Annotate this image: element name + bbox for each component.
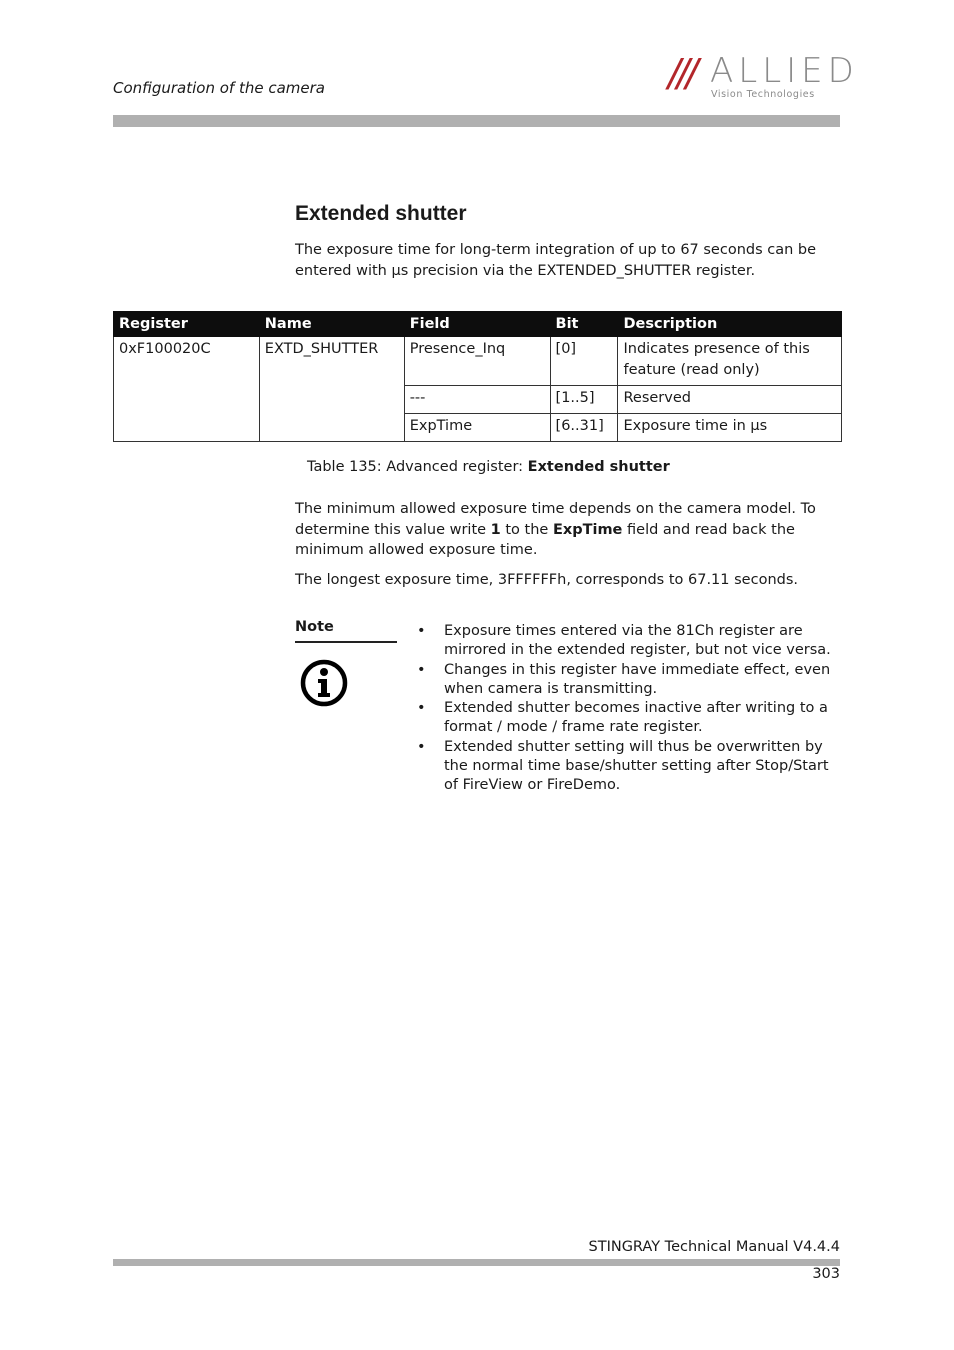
note-label: Note [295,619,334,635]
info-icon [300,659,348,707]
logo-wordmark: ALLIED [710,51,859,91]
column-header: Name [259,312,404,337]
caption-title: Extended shutter [527,459,670,475]
bit-cell: [6..31] [550,414,618,442]
body-text: field and read back the minimum allowed exposure time. [295,521,795,558]
register-cell: 0xF100020C [114,337,260,442]
table-caption [307,459,670,475]
field-cell: --- [404,386,550,414]
body-bold-field: ExpTime [552,521,623,538]
page-number: 303 [812,1266,840,1282]
description-cell: Reserved [618,386,842,414]
footer-divider [113,1259,840,1266]
allied-logo [668,51,859,100]
footer-manual-title: STINGRAY Technical Manual V4.4.4 [588,1239,840,1255]
note-list [415,622,835,796]
body-paragraph-2: The longest exposure time, 3FFFFFFh, corresponds to 67.11 seconds. [295,572,798,588]
body-text: to the [500,521,553,538]
section-heading: Extended shutter [295,202,467,225]
table-header-row [114,312,842,337]
bit-cell: [1..5] [550,386,618,414]
note-item: • Extended shutter becomes inactive after writing to a format / mode / frame rate register. [415,699,835,738]
column-header: Description [618,312,842,337]
field-cell: Presence_Inq [404,337,550,386]
description-cell: Indicates presence of this feature (read only) [618,337,842,386]
note-underline [295,641,397,643]
note-item: • Extended shutter setting will thus be overwritten by the normal time base/shutter setting after Stop/Start of FireView or FireDemo. [415,738,835,796]
logo-tagline: Vision Technologies [711,89,815,100]
body-text: The minimum allowed exposure time depends on the camera model. To determine this value write [295,501,816,538]
column-header: Field [404,312,550,337]
table-row [114,337,842,386]
intro-paragraph: The exposure time for long-term integration of up to 67 seconds can be entered with µs precision via the EXTENDED_SHUTTER register. [295,242,817,279]
caption-prefix: Table 135: Advanced register: [307,459,528,475]
column-header: Register [114,312,260,337]
register-table [113,311,842,442]
header-divider [113,115,840,127]
running-header: Configuration of the camera [113,79,325,97]
column-header: Bit [550,312,618,337]
note-item: • Exposure times entered via the 81Ch register are mirrored in the extended register, but not vice versa. [415,622,835,661]
field-cell: ExpTime [404,414,550,442]
logo-slashes: /// [668,51,695,95]
bit-cell: [0] [550,337,618,386]
body-bold-value: 1 [490,521,501,538]
description-cell: Exposure time in µs [618,414,842,442]
note-item: • Changes in this register have immediate effect, even when camera is transmitting. [415,661,835,700]
body-paragraph-1 [295,499,840,561]
name-cell: EXTD_SHUTTER [259,337,404,442]
